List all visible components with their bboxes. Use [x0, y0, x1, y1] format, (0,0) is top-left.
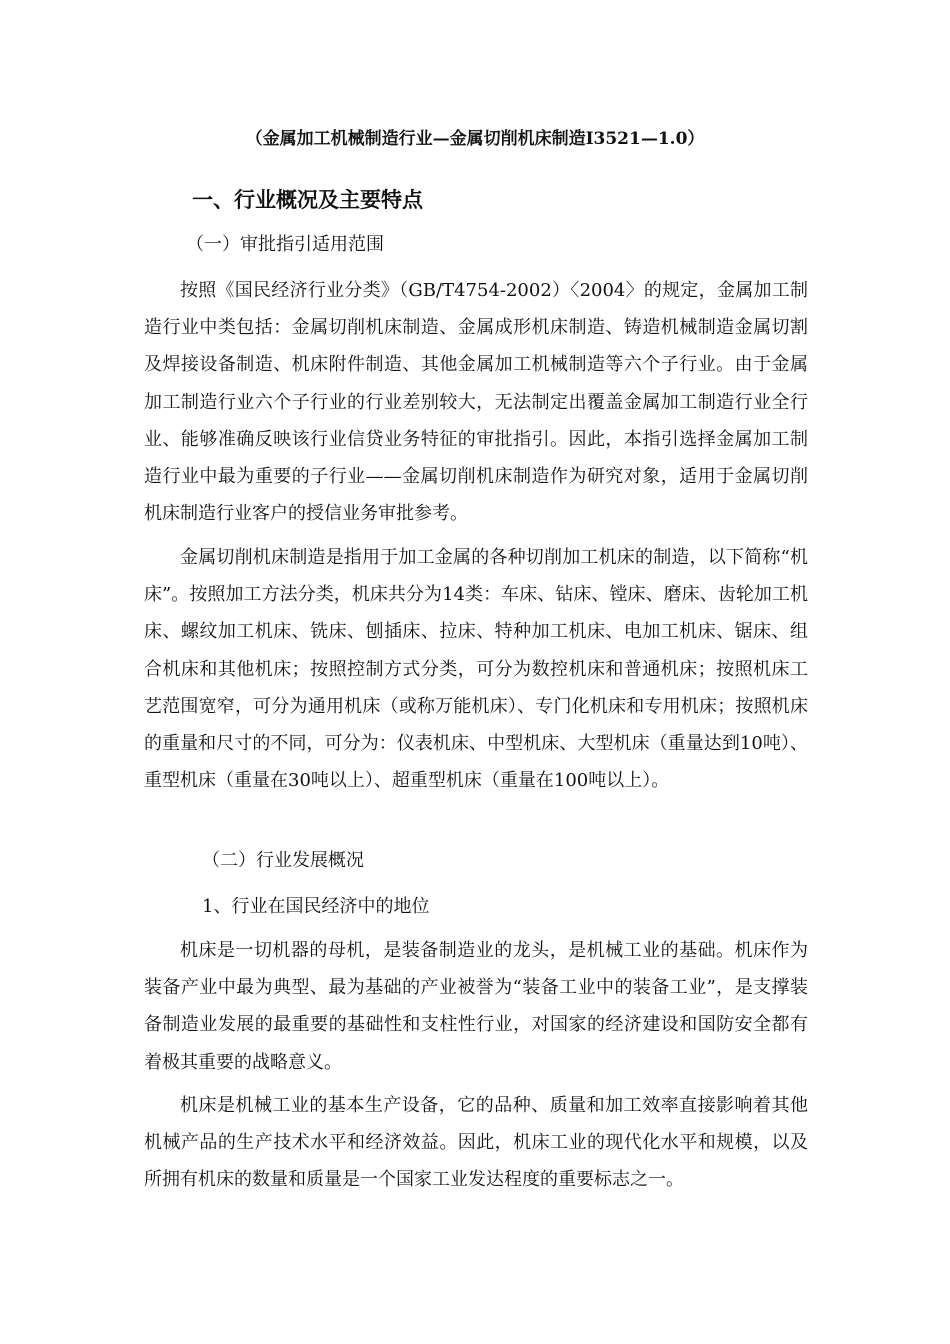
paragraph: 金属切削机床制造是指用于加工金属的各种切削加工机床的制造，以下简称“机床”。按照加工方法分类，机床共分为14类：车床、钻床、镗床、磨床、齿轮加工机床、螺纹加工机床、铣床、刨插床、拉床、特种加工机床、电加工机床、锯床、组合机床和其他机床；按照控制方式分类，可分为数控机床和普通机床；按照机床工艺范围宽窄，可分为通用机床（或称万能机床）、专门化机床和专用机床；按照机床的重量和尺寸的不同，可分为：仪表机床、中型机床、大型机床（重量达到10吨）、重型机床（重量在30吨以上）、超重型机床（重量在100吨以上）。	[144, 547, 808, 792]
subsection-heading: （一）审批指引适用范围	[186, 234, 384, 255]
subsection-heading: 1、行业在国民经济中的地位	[202, 896, 430, 917]
document-subtitle: （金属加工机械制造行业—金属切削机床制造I3521—1.0）	[245, 129, 705, 149]
section-heading: 一、行业概况及主要特点	[192, 188, 423, 212]
subsection-heading: （二）行业发展概况	[202, 850, 364, 871]
paragraph: 机床是机械工业的基本生产设备，它的品种、质量和加工效率直接影响着其他机械产品的生产技术水平和经济效益。因此，机床工业的现代化水平和规模，以及所拥有机床的数量和质量是一个国家工业发达程度的重要标志之一。	[144, 1095, 808, 1191]
paragraph: 按照《国民经济行业分类》（GB/T4754-2002）〈2004〉的规定，金属加工制造行业中类包括：金属切削机床制造、金属成形机床制造、铸造机械制造金属切割及焊接设备制造、机床附件制造、其他金属加工机械制造等六个子行业。由于金属加工制造行业六个子行业的行业差别较大，无法制定出覆盖金属加工制造行业全行业、能够准确反映该行业信贷业务特征的审批指引。因此，本指引选择金属加工制造行业中最为重要的子行业——金属切削机床制造作为研究对象，适用于金属切削机床制造行业客户的授信业务审批参考。	[144, 280, 808, 525]
paragraph: 机床是一切机器的母机，是装备制造业的龙头，是机械工业的基础。机床作为装备产业中最为典型、最为基础的产业被誉为“装备工业中的装备工业”，是支撑装备制造业发展的最重要的基础性和支柱性行业，对国家的经济建设和国防安全都有着极其重要的战略意义。	[144, 940, 808, 1073]
